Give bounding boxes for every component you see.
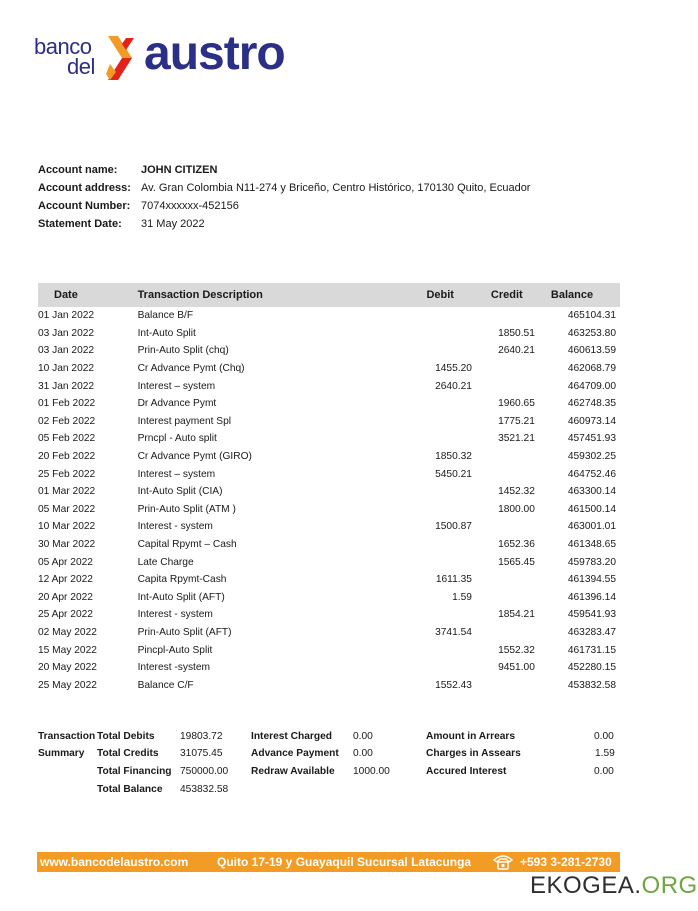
- row-description: Cr Advance Pymt (GIRO): [137, 451, 252, 463]
- row-debit: [395, 307, 471, 325]
- row-description: Prin-Auto Split (AFT): [137, 626, 232, 638]
- watermark-org: ORG: [641, 872, 698, 899]
- row-date: 30 Mar 2022: [38, 539, 96, 551]
- row-date: 31 Jan 2022: [38, 380, 95, 392]
- row-debit: [395, 553, 471, 571]
- table-row: [38, 325, 620, 343]
- row-description: Balance B/F: [137, 310, 194, 322]
- row-date: 03 Jan 2022: [38, 327, 95, 339]
- row-debit: [395, 641, 471, 659]
- logo-text-austro: austro: [144, 27, 285, 80]
- watermark: [530, 872, 698, 900]
- row-date: 25 Apr 2022: [38, 609, 93, 621]
- table-row: [38, 676, 620, 694]
- row-credit: [472, 448, 535, 466]
- row-credit: [472, 465, 535, 483]
- total-debits-value: 19803.72: [180, 731, 223, 742]
- row-balance: 465104.31: [567, 310, 616, 322]
- interest-charged-value: 0.00: [353, 731, 373, 742]
- row-description: Interest - system: [137, 609, 213, 621]
- row-date: 02 Feb 2022: [38, 415, 96, 427]
- row-credit: 3521.21: [498, 433, 535, 445]
- total-financing-label: Total Financing: [97, 766, 172, 777]
- row-debit: 1500.87: [435, 521, 472, 533]
- statement-date-label: Statement Date:: [38, 218, 122, 230]
- footer-website-link[interactable]: www.bancodelaustro.com: [40, 855, 189, 869]
- row-debit: 3741.54: [435, 626, 472, 638]
- row-balance: 461731.15: [567, 644, 616, 656]
- row-credit: [472, 624, 535, 642]
- summary-title-1: Transaction: [38, 731, 96, 742]
- table-row: [38, 413, 620, 431]
- row-debit: [395, 325, 471, 343]
- row-date: 01 Jan 2022: [38, 310, 95, 322]
- table-row: [38, 553, 620, 571]
- row-debit: [395, 483, 471, 501]
- footer-bar: [37, 852, 620, 872]
- row-credit: 1854.21: [498, 609, 535, 621]
- row-balance: 459302.25: [567, 451, 616, 463]
- bank-logo: [34, 27, 324, 86]
- row-description: Capita Rpymt-Cash: [137, 574, 227, 586]
- interest-charged-label: Interest Charged: [251, 731, 332, 742]
- row-description: Prin-Auto Split (chq): [137, 345, 229, 357]
- row-balance: 460613.59: [567, 345, 616, 357]
- total-balance-value: 453832.58: [180, 784, 229, 795]
- summary-title-2: Summary: [38, 748, 85, 759]
- table-header-row: [38, 283, 620, 307]
- row-balance: 462748.35: [567, 398, 616, 410]
- row-debit: [395, 413, 471, 431]
- redraw-available-label: Redraw Available: [251, 766, 335, 777]
- row-debit: [395, 536, 471, 554]
- header-date: Date: [38, 283, 138, 307]
- row-description: Late Charge: [137, 556, 194, 568]
- row-date: 25 May 2022: [38, 679, 97, 691]
- row-description: Interest – system: [137, 468, 216, 480]
- accrued-interest-value: 0.00: [594, 766, 614, 777]
- redraw-available-value: 1000.00: [353, 766, 390, 777]
- row-credit: [472, 676, 535, 694]
- table-row: [38, 465, 620, 483]
- row-debit: 1.59: [452, 591, 472, 603]
- row-debit: 1611.35: [435, 574, 472, 586]
- total-financing-value: 750000.00: [180, 766, 229, 777]
- row-credit: 1800.00: [498, 503, 535, 515]
- header-debit: Debit: [395, 283, 471, 307]
- amount-in-arrears-value: 0.00: [594, 731, 614, 742]
- row-date: 15 May 2022: [38, 644, 97, 656]
- logo-chevron-icon: [106, 34, 136, 82]
- row-description: Interest payment Spl: [137, 415, 231, 427]
- table-row: [38, 342, 620, 360]
- table-row: [38, 395, 620, 413]
- table-row: [38, 536, 620, 554]
- table-row: [38, 430, 620, 448]
- row-balance: 461348.65: [567, 539, 616, 551]
- row-description: Prin-Auto Split (ATM ): [137, 503, 236, 515]
- transactions-table: [38, 283, 620, 694]
- row-date: 10 Mar 2022: [38, 521, 96, 533]
- row-debit: 5450.21: [435, 468, 472, 480]
- row-credit: 1960.65: [498, 398, 535, 410]
- table-row: [38, 659, 620, 677]
- header-description: Transaction Description: [138, 283, 396, 307]
- row-debit: 2640.21: [435, 380, 472, 392]
- row-debit: 1455.20: [435, 363, 472, 375]
- footer-address: Quito 17-19 y Guayaquil Sucursal Latacunga: [217, 855, 472, 869]
- row-debit: [395, 342, 471, 360]
- logo-text-banco: banco: [34, 34, 92, 59]
- table-row: [38, 448, 620, 466]
- statement-date: 31 May 2022: [141, 218, 205, 230]
- accrued-interest-label: Accured Interest: [426, 766, 507, 777]
- charges-in-arrears-label: Charges in Assears: [426, 748, 521, 759]
- row-date: 02 May 2022: [38, 626, 97, 638]
- row-description: Capital Rpymt – Cash: [137, 539, 237, 551]
- advance-payment-value: 0.00: [353, 748, 373, 759]
- total-credits-value: 31075.45: [180, 748, 223, 759]
- table-row: [38, 589, 620, 607]
- footer-phone[interactable]: +593 3-281-2730: [520, 855, 612, 869]
- row-debit: 1552.43: [435, 679, 472, 691]
- row-date: 05 Mar 2022: [38, 503, 96, 515]
- row-credit: 1775.21: [498, 415, 535, 427]
- account-address: Av. Gran Colombia N11-274 y Briceño, Centro Histórico, 170130 Quito, Ecuador: [141, 182, 531, 194]
- table-row: [38, 501, 620, 519]
- table-row: [38, 518, 620, 536]
- account-info: [38, 161, 530, 233]
- row-credit: [472, 571, 535, 589]
- row-balance: 464709.00: [567, 380, 616, 392]
- row-debit: [395, 430, 471, 448]
- row-balance: 461396.14: [567, 591, 616, 603]
- row-credit: 1565.45: [498, 556, 535, 568]
- advance-payment-label: Advance Payment: [251, 748, 339, 759]
- table-row: [38, 606, 620, 624]
- row-date: 12 Apr 2022: [38, 574, 93, 586]
- row-balance: 461394.55: [567, 574, 616, 586]
- row-credit: [472, 377, 535, 395]
- row-balance: 461500.14: [567, 503, 616, 515]
- phone-icon: [492, 853, 514, 871]
- row-description: Dr Advance Pymt: [137, 398, 217, 410]
- row-date: 20 Apr 2022: [38, 591, 93, 603]
- row-balance: 463001.01: [567, 521, 616, 533]
- row-balance: 453832.58: [567, 679, 616, 691]
- row-debit: 1850.32: [435, 451, 472, 463]
- account-number: 7074xxxxxx-452156: [141, 200, 239, 212]
- row-description: Prncpl - Auto split: [137, 433, 217, 445]
- watermark-ekogea: EKOGEA.: [530, 872, 642, 899]
- row-credit: 1652.36: [498, 539, 535, 551]
- row-credit: [472, 518, 535, 536]
- row-credit: [472, 307, 535, 325]
- total-debits-label: Total Debits: [97, 731, 155, 742]
- row-balance: 459783.20: [567, 556, 616, 568]
- row-credit: [472, 360, 535, 378]
- row-date: 20 Feb 2022: [38, 451, 96, 463]
- row-date: 25 Feb 2022: [38, 468, 96, 480]
- row-credit: 9451.00: [498, 662, 535, 674]
- row-credit: 1552.32: [498, 644, 535, 656]
- row-description: Pincpl-Auto Split: [137, 644, 213, 656]
- row-date: 05 Apr 2022: [38, 556, 93, 568]
- total-credits-label: Total Credits: [97, 748, 159, 759]
- row-date: 03 Jan 2022: [38, 345, 95, 357]
- table-row: [38, 624, 620, 642]
- table-row: [38, 641, 620, 659]
- table-row: [38, 307, 620, 325]
- total-balance-label: Total Balance: [97, 784, 163, 795]
- table-row: [38, 483, 620, 501]
- row-balance: 457451.93: [567, 433, 616, 445]
- amount-in-arrears-label: Amount in Arrears: [426, 731, 516, 742]
- row-description: Interest – system: [137, 380, 216, 392]
- row-date: 01 Mar 2022: [38, 486, 96, 498]
- row-credit: 1452.32: [498, 486, 535, 498]
- row-balance: 463283.47: [567, 626, 616, 638]
- row-debit: [395, 501, 471, 519]
- row-balance: 463300.14: [567, 486, 616, 498]
- row-balance: 459541.93: [567, 609, 616, 621]
- row-debit: [395, 659, 471, 677]
- table-row: [38, 377, 620, 395]
- row-date: 10 Jan 2022: [38, 363, 95, 375]
- row-description: Int-Auto Split (AFT): [137, 591, 225, 603]
- row-description: Interest - system: [137, 521, 213, 533]
- header-balance: Balance: [535, 283, 620, 307]
- account-address-label: Account address:: [38, 182, 131, 194]
- row-credit: 2640.21: [498, 345, 535, 357]
- row-credit: [472, 589, 535, 607]
- header-credit: Credit: [472, 283, 535, 307]
- row-balance: 452280.15: [567, 662, 616, 674]
- table-row: [38, 571, 620, 589]
- row-balance: 464752.46: [567, 468, 616, 480]
- row-balance: 462068.79: [567, 363, 616, 375]
- row-date: 20 May 2022: [38, 662, 97, 674]
- row-debit: [395, 395, 471, 413]
- row-balance: 460973.14: [567, 415, 616, 427]
- row-description: Int-Auto Split: [137, 327, 196, 339]
- row-description: Balance C/F: [137, 679, 194, 691]
- row-description: Interest -system: [137, 662, 211, 674]
- row-date: 01 Feb 2022: [38, 398, 96, 410]
- logo-text-del: del: [67, 54, 95, 79]
- account-name: JOHN CITIZEN: [141, 164, 218, 176]
- row-credit: 1850.51: [498, 327, 535, 339]
- account-number-label: Account Number:: [38, 200, 131, 212]
- row-balance: 463253.80: [567, 327, 616, 339]
- row-description: Cr Advance Pymt (Chq): [137, 363, 245, 375]
- row-date: 05 Feb 2022: [38, 433, 96, 445]
- row-description: Int-Auto Split (CIA): [137, 486, 223, 498]
- charges-in-arrears-value: 1.59: [595, 748, 615, 759]
- account-name-label: Account name:: [38, 164, 118, 176]
- table-row: [38, 360, 620, 378]
- row-debit: [395, 606, 471, 624]
